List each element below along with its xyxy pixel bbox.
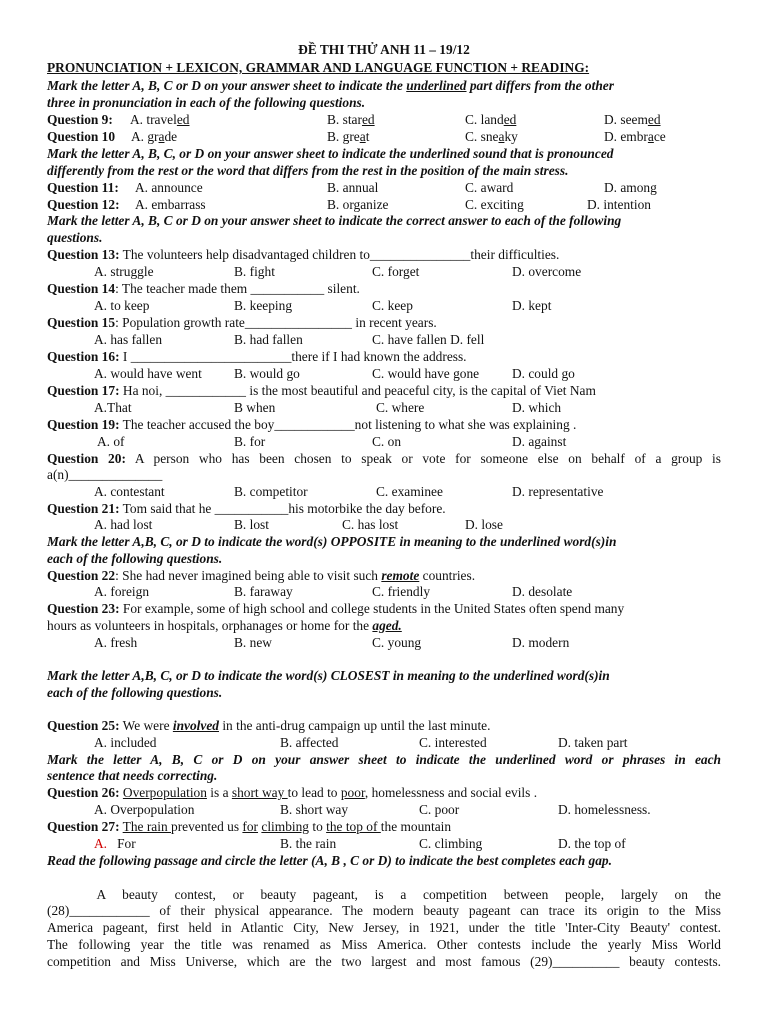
option-d[interactable]: D. modern xyxy=(512,635,570,650)
option-a[interactable]: A. traveled xyxy=(130,112,190,127)
question-19: Question 19: The teacher accused the boy____________not listening to what she was explaining . xyxy=(47,417,577,432)
option-b[interactable]: B. faraway xyxy=(234,584,293,599)
question-10: Question 10 xyxy=(47,129,116,144)
option-a[interactable]: A. had lost xyxy=(94,517,153,532)
option-b[interactable]: B. stared xyxy=(327,112,375,127)
option-b[interactable]: B. lost xyxy=(234,517,269,532)
option-c[interactable]: C. has lost xyxy=(342,517,399,532)
question-15: Question 15: Population growth rate________________ in recent years. xyxy=(47,315,437,330)
question-27: Question 27: The rain prevented us for climbing to the top of the mountain xyxy=(47,819,452,834)
instruction-pronunciation-cont: three in pronunciation in each of the following questions. xyxy=(47,95,366,110)
passage-line-3: America pageant, first held in Atlantic City, New Jersey, in 1921, under the title 'Inter-City Beauty' contest. xyxy=(47,920,721,935)
instruction-correcting-cont: sentence that needs correcting. xyxy=(47,768,218,783)
option-b[interactable]: B. had fallen xyxy=(234,332,303,347)
option-a[interactable]: A. fresh xyxy=(94,635,138,650)
option-d[interactable]: D. intention xyxy=(587,197,651,212)
option-d[interactable]: D. homelessness. xyxy=(558,802,651,817)
question-23: Question 23: For example, some of high school and college students in the United States often spend many xyxy=(47,601,625,616)
instruction-pronunciation: Mark the letter A, B, C or D on your answer sheet to indicate the underlined part differs from the other xyxy=(47,78,614,93)
option-a[interactable]: A. For xyxy=(94,836,136,851)
question-12: Question 12: xyxy=(47,197,120,212)
instruction-closest: Mark the letter A,B, C, or D to indicate the word(s) CLOSEST in meaning to the underlined word(s)in xyxy=(47,668,610,683)
option-a[interactable]: A. struggle xyxy=(94,264,154,279)
question-23-cont: hours as volunteers in hospitals, orphanages or home for the aged. xyxy=(47,618,402,633)
option-b[interactable]: B. organize xyxy=(327,197,389,212)
option-d[interactable]: D. which xyxy=(512,400,562,415)
option-d[interactable]: D. could go xyxy=(512,366,575,381)
instruction-opposite-cont: each of the following questions. xyxy=(47,551,223,566)
option-c[interactable]: C. would have gone xyxy=(372,366,480,381)
option-a[interactable]: A. has fallen xyxy=(94,332,163,347)
option-b[interactable]: B. annual xyxy=(327,180,379,195)
option-b[interactable]: B. new xyxy=(234,635,272,650)
option-b[interactable]: B. keeping xyxy=(234,298,293,313)
option-d[interactable]: D. taken part xyxy=(558,735,628,750)
question-13: Question 13: The volunteers help disadvantaged children to_______________their difficulties. xyxy=(47,247,560,262)
option-c[interactable]: C. exciting xyxy=(465,197,524,212)
option-c[interactable]: C. examinee xyxy=(376,484,443,499)
option-a[interactable]: A. to keep xyxy=(94,298,150,313)
question-26: Question 26: Overpopulation is a short way to lead to poor, homelessness and social evils . xyxy=(47,785,538,800)
option-c[interactable]: C. friendly xyxy=(372,584,431,599)
instruction-sound-stress-cont: differently from the rest or the word that differs from the rest in the position of the main stress. xyxy=(47,163,569,178)
instruction-correcting: Mark the letter A, B, C or D on your answer sheet to indicate the underlined word or phrases in each xyxy=(47,752,721,767)
option-a[interactable]: A. of xyxy=(97,434,125,449)
option-a[interactable]: A. contestant xyxy=(94,484,165,499)
option-d[interactable]: D. against xyxy=(512,434,567,449)
option-a[interactable]: A.That xyxy=(94,400,132,415)
option-b[interactable]: B. would go xyxy=(234,366,300,381)
option-c[interactable]: C. forget xyxy=(372,264,420,279)
option-a[interactable]: A. included xyxy=(94,735,157,750)
option-b[interactable]: B. affected xyxy=(280,735,339,750)
passage-line-1: A beauty contest, or beauty pageant, is a competition between people, largely on the xyxy=(47,887,721,902)
option-d[interactable]: D. embrace xyxy=(604,129,666,144)
instruction-correct-answer: Mark the letter A, B, C or D on your answer sheet to indicate the correct answer to each of the following xyxy=(47,213,622,228)
exam-title: ĐỀ THI THỬ ANH 11 – 19/12 xyxy=(298,42,470,57)
option-d[interactable]: D. lose xyxy=(465,517,503,532)
instruction-opposite: Mark the letter A,B, C, or D to indicate the word(s) OPPOSITE in meaning to the underlined word(s)in xyxy=(47,534,617,549)
option-a[interactable]: A. embarrass xyxy=(135,197,206,212)
question-11: Question 11: xyxy=(47,180,119,195)
option-b[interactable]: B. short way xyxy=(280,802,349,817)
option-d[interactable]: D. seemed xyxy=(604,112,661,127)
question-20: Question 20: A person who has been chosen to speak or vote for someone else on behalf of a group is xyxy=(47,451,721,466)
option-a[interactable]: A. Overpopulation xyxy=(94,802,195,817)
option-c[interactable]: C. landed xyxy=(465,112,517,127)
passage-line-2: (28)____________ of their physical appearance. The modern beauty pageant can trace its origin to the Miss xyxy=(47,903,721,918)
option-c[interactable]: C. sneaky xyxy=(465,129,518,144)
option-d[interactable]: D. desolate xyxy=(512,584,573,599)
option-a[interactable]: A. foreign xyxy=(94,584,150,599)
option-d[interactable]: D. representative xyxy=(512,484,604,499)
option-a[interactable]: A. announce xyxy=(135,180,203,195)
instruction-correct-answer-cont: questions. xyxy=(47,230,103,245)
option-b[interactable]: B. the rain xyxy=(280,836,337,851)
option-b[interactable]: B. fight xyxy=(234,264,275,279)
passage-line-4: The following year the title was renamed as Miss America. Other contests include the yearly Miss World xyxy=(47,937,721,952)
instruction-reading: Read the following passage and circle the letter (A, B , C or D) to indicate the best completes each gap. xyxy=(47,853,612,868)
option-d[interactable]: D. the top of xyxy=(558,836,626,851)
option-c[interactable]: C. young xyxy=(372,635,422,650)
option-a[interactable]: A. grade xyxy=(131,129,178,144)
question-17: Question 17: Ha noi, ____________ is the most beautiful and peaceful city, is the capital of Viet Nam xyxy=(47,383,596,398)
option-d[interactable]: D. overcome xyxy=(512,264,582,279)
option-c[interactable]: C. on xyxy=(372,434,402,449)
option-c[interactable]: C. award xyxy=(465,180,514,195)
question-21: Question 21: Tom said that he ___________his motorbike the day before. xyxy=(47,501,446,516)
option-b[interactable]: B when xyxy=(234,400,276,415)
option-c[interactable]: C. climbing xyxy=(419,836,483,851)
question-25: Question 25: We were involved in the anti-drug campaign up until the last minute. xyxy=(47,718,491,733)
option-c-d[interactable]: C. have fallen D. fell xyxy=(372,332,485,347)
option-b[interactable]: B. for xyxy=(234,434,266,449)
option-c[interactable]: C. interested xyxy=(419,735,487,750)
instruction-closest-cont: each of the following questions. xyxy=(47,685,223,700)
question-16: Question 16: I ________________________there if I had known the address. xyxy=(47,349,467,364)
option-b[interactable]: B. competitor xyxy=(234,484,308,499)
option-d[interactable]: D. kept xyxy=(512,298,552,313)
option-a[interactable]: A. would have went xyxy=(94,366,202,381)
option-d[interactable]: D. among xyxy=(604,180,657,195)
exam-subtitle: PRONUNCIATION + LEXICON, GRAMMAR AND LANGUAGE FUNCTION + READING: xyxy=(47,60,590,75)
instruction-sound-stress: Mark the letter A, B, C, or D on your answer sheet to indicate the underlined sound that is pronounced xyxy=(47,146,614,161)
passage-line-5: competition and Miss Universe, which are the two largest and most famous (29)__________ beauty contests. xyxy=(47,954,721,969)
option-b[interactable]: B. great xyxy=(327,129,370,144)
question-14: Question 14: The teacher made them ___________ silent. xyxy=(47,281,360,296)
option-c[interactable]: C. poor xyxy=(419,802,460,817)
question-20-cont: a(n)______________ xyxy=(47,467,163,482)
question-22: Question 22: She had never imagined being able to visit such remote countries. xyxy=(47,568,476,583)
option-c[interactable]: C. where xyxy=(376,400,425,415)
question-9: Question 9: xyxy=(47,112,113,127)
option-c[interactable]: C. keep xyxy=(372,298,413,313)
